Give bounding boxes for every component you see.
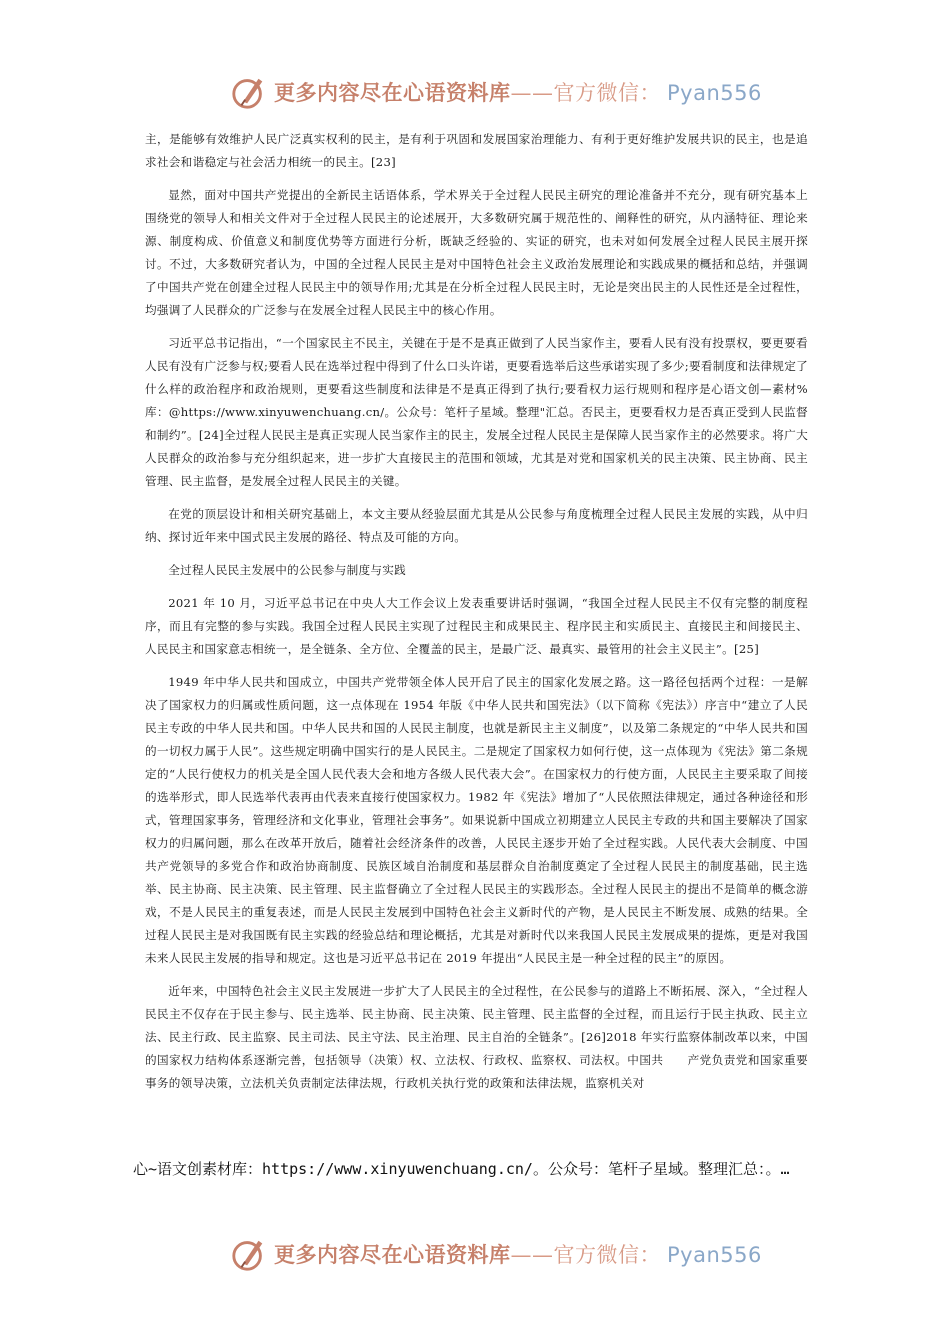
footer-banner [0,1228,950,1278]
banner-dash: —— [510,1243,554,1267]
section-heading: 全过程人民民主发展中的公民参与制度与实践 [168,563,407,577]
paragraph: 习近平总书记指出，“一个国家民主不民主，关键在于是不是真正做到了人民当家作主，要看人民有没有投票权，要更要看人民有没有广泛参与权;要看人民在选举过程中得到了什么口头许诺，更要看选举后这些承诺实现了多少;要看制度和法律规定了什么样的政治程序和政治规则，更要看这些制度和法律是不是真正得到了执行;要看权力运行规则和程序是心语文创—素材%库：@https://www.xinyuwenchuang.cn/。公众号：笔杆子星域。整理"汇总。否民主，更要看权力是否真正受到人民监督和制约”。[24]全过程人民民主是真正实现人民当家作主的民主，发展全过程人民民主是保障人民当家作主的必然要求。将广大人民群众的政治参与充分组织起来，进一步扩大直接民主的范围和领域，尤其是对党和国家机关的民主决策、民主协商、民主管理、民主监督，是发展全过程人民民主的关键。 [145,336,808,488]
paragraph: 近年来，中国特色社会主义民主发展进一步扩大了人民民主的全过程性，在公民参与的道路上不断拓展、深入，“全过程人民民主不仅存在于民主参与、民主选举、民主协商、民主决策、民主管理、民主监督的全过程，而且运行于民主执政、民主立法、民主行政、民主监察、民主司法、民主守法、民主治理、民主自治的全链条”。[26]2018 年实行监察体制改革以来，中国的国家权力结构体系逐渐完善，包括领导（决策）权、立法权、行政权、监察权、司法权。中国共 产党负责党和国家重要事务的领导决策，立法机关负责制定法律法规，行政机关执行党的政策和法律法规，监察机关对 [145,984,808,1090]
banner-wechat-id: Pyan556 [667,1243,762,1267]
banner-wechat-label: 官方微信： [553,1243,661,1267]
banner-dash: —— [510,81,554,105]
banner-content [230,70,762,114]
banner-wechat-label: 官方微信： [553,81,661,105]
quill-logo-icon [230,1235,268,1273]
header-banner [0,66,950,116]
banner-brand: 更多内容尽在心语资料库 [274,81,511,105]
banner-content [230,1232,762,1276]
footer-watermark-text: 心~语文创素材库：https://www.xinyuwenchuang.cn/。公众号：笔杆子星域。整理汇总：。… [133,1160,790,1178]
banner-text [274,1239,762,1269]
quill-logo-icon [230,73,268,111]
document-body [145,128,808,1105]
banner-wechat-id: Pyan556 [667,81,762,105]
paragraph: 在党的顶层设计和相关研究基础上，本文主要从经验层面尤其是从公民参与角度梳理全过程人民民主发展的实践，从中归纳、探讨近年来中国式民主发展的路径、特点及可能的方向。 [145,507,808,544]
banner-text [274,77,762,107]
paragraph: 显然，面对中国共产党提出的全新民主话语体系，学术界关于全过程人民民主研究的理论准备并不充分，现有研究基本上围绕党的领导人和相关文件对于全过程人民民主的论述展开，大多数研究属于规范性的、阐释性的研究，从内涵特征、理论来源、制度构成、价值意义和制度优势等方面进行分析，既缺乏经验的、实证的研究，也未对如何发展全过程人民民主展开探讨。不过，大多数研究者认为，中国的全过程人民民主是对中国特色社会主义政治发展理论和实践成果的概括和总结，并强调了中国共产党在创建全过程人民民主中的领导作用;尤其是在分析全过程人民民主时，无论是突出民主的人民性还是全过程性，均强调了人民群众的广泛参与在发展全过程人民民主中的核心作用。 [145,188,808,317]
paragraph: 2021 年 10 月，习近平总书记在中央人大工作会议上发表重要讲话时强调，“我国全过程人民民主不仅有完整的制度程序，而且有完整的参与实践。我国全过程人民民主实现了过程民主和成果民主、程序民主和实质民主、直接民主和间接民主、人民民主和国家意志相统一，是全链条、全方位、全覆盖的民主，是最广泛、最真实、最管用的社会主义民主”。[25] [145,596,808,656]
banner-brand: 更多内容尽在心语资料库 [274,1243,511,1267]
paragraph: 主，是能够有效维护人民广泛真实权利的民主，是有利于巩固和发展国家治理能力、有利于更好维护发展共识的民主，也是追求社会和谐稳定与社会活力相统一的民主。[23] [145,132,808,169]
paragraph: 1949 年中华人民共和国成立，中国共产党带领全体人民开启了民主的国家化发展之路。这一路径包括两个过程：一是解决了国家权力的归属或性质问题，这一点体现在 1954 年版《中华人民共和国宪法》（以下简称《宪法》）序言中“建立了人民民主专政的中华人民共和国。中华人民共和国的人民民主制度，也就是新民主主义制度”，以及第二条规定的“中华人民共和国的一切权力属于人民”。这些规定明确中国实行的是人民民主。二是规定了国家权力如何行使，这一点体现为《宪法》第二条规定的“人民行使权力的机关是全国人民代表大会和地方各级人民代表大会”。在国家权力的行使方面，人民民主主要采取了间接的选举形式，即人民选举代表再由代表来直接行使国家权力。1982 年《宪法》增加了“人民依照法律规定，通过各种途径和形式，管理国家事务，管理经济和文化事业，管理社会事务”。如果说新中国成立初期建立人民民主专政的共和国主要解决了国家权力的归属问题，那么在改革开放后，随着社会经济条件的改善，人民民主逐步开始了全过程实践。人民代表大会制度、中国共产党领导的多党合作和政治协商制度、民族区域自治制度和基层群众自治制度奠定了全过程人民民主的制度基础，民主选举、民主协商、民主决策、民主管理、民主监督确立了全过程人民民主的实践形态。全过程人民民主的提出不是简单的概念游戏，不是人民民主的重复表述，而是人民民主发展到中国特色社会主义新时代的产物，是人民民主不断发展、成熟的结果。全过程人民民主是对我国既有民主实践的经验总结和理论概括，尤其是对新时代以来我国人民民主发展成果的提炼，更是对我国未来人民民主发展的指导和规定。这也是习近平总书记在 2019 年提出“人民民主是一种全过程的民主”的原因。 [145,675,808,965]
